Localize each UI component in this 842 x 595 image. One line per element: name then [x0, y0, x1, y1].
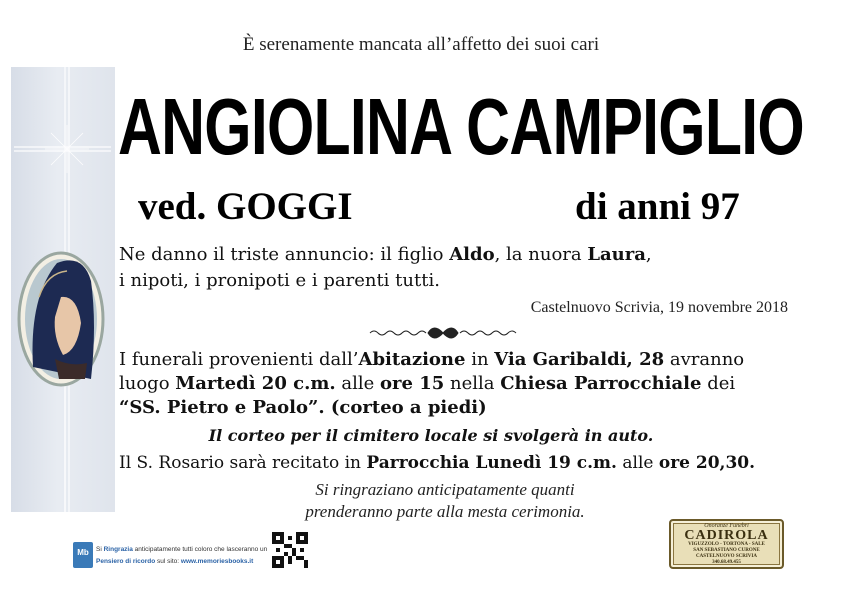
- daughter-in-law-name: Laura: [587, 244, 646, 265]
- rosary-text: alle: [616, 453, 659, 473]
- son-name: Aldo: [449, 244, 495, 265]
- footer-text: Ringrazia: [103, 546, 133, 553]
- footer-text: Pensiero di ricordo: [96, 558, 156, 565]
- funeral-origin: Abitazione: [358, 349, 466, 370]
- funeral-text: luogo: [119, 373, 176, 394]
- funeral-home-stamp: [669, 519, 784, 569]
- corteo-note: Il corteo per il cimitero locale si svolgerà in auto.: [208, 426, 654, 445]
- funeral-paragraph: [119, 348, 799, 420]
- funeral-church: Chiesa Parrocchiale: [500, 373, 702, 394]
- rosary-time: ore 20,30.: [658, 453, 756, 473]
- footer-text: Si: [96, 546, 104, 553]
- rosary-place: Parrocchia Lunedì 19 c.m.: [366, 453, 617, 473]
- funeral-text: nella: [444, 373, 501, 394]
- announcement-text: Ne danno il triste annuncio: il figlio: [119, 244, 450, 265]
- stamp-line: VIGUZZOLO - TORTONA - SALE: [688, 542, 765, 547]
- announcement-text: ,: [645, 244, 652, 265]
- place-date: Castelnuovo Scrivia, 19 novembre 2018: [530, 299, 788, 316]
- madonna-medallion: [19, 253, 103, 385]
- funeral-day: Martedì 20 c.m.: [175, 373, 336, 394]
- widow-of: ved. GOGGI: [138, 185, 353, 228]
- age: di anni 97: [575, 185, 740, 228]
- side-decoration: [11, 67, 115, 512]
- intro-line: È serenamente mancata all’affetto dei suoi cari: [242, 34, 600, 55]
- footer-note: [96, 544, 271, 568]
- stamp-line: Onoranze Funebri: [704, 523, 749, 529]
- footer-text: sul sito:: [155, 558, 181, 565]
- funeral-time: ore 15: [380, 373, 445, 394]
- announcement-text: , la nuora: [494, 244, 588, 265]
- funeral-text: in: [465, 349, 495, 370]
- stamp-phone: 340.68.49.455: [712, 560, 741, 565]
- footer-text: anticipatamente tutti coloro che lasceranno un: [132, 546, 268, 553]
- thanks-line: Si ringraziano anticipatamente quanti: [315, 480, 575, 499]
- ornament-divider: [368, 323, 518, 347]
- website-link[interactable]: www.memoriesbooks.it: [180, 558, 254, 565]
- memoriesbooks-logo: Mb: [73, 542, 93, 568]
- rosary-text: Il S. Rosario sarà recitato in: [119, 453, 367, 473]
- funeral-street: Via Garibaldi, 28: [494, 349, 665, 370]
- thanks-line: prenderanno parte alla mesta cerimonia.: [305, 502, 585, 521]
- funeral-text: avranno: [664, 349, 745, 370]
- announcement-paragraph: [119, 242, 799, 294]
- funeral-text: I funerali provenienti dall’: [119, 349, 359, 370]
- qr-code-icon[interactable]: [272, 532, 308, 568]
- funeral-text: dei: [701, 373, 736, 394]
- funeral-text: alle: [335, 373, 381, 394]
- church-name: “SS. Pietro e Paolo”. (corteo a piedi): [119, 397, 487, 418]
- rosary-line: [119, 453, 809, 473]
- stamp-name: CADIROLA: [684, 528, 769, 543]
- stamp-line: SAN SEBASTIANO CURONE: [693, 548, 760, 553]
- stamp-line: CASTELNUOVO SCRIVIA: [696, 554, 757, 559]
- announcement-text: i nipoti, i pronipoti e i parenti tutti.: [119, 270, 440, 291]
- thanks-note: [240, 479, 650, 523]
- deceased-name: ANGIOLINA CAMPIGLIO: [118, 82, 804, 171]
